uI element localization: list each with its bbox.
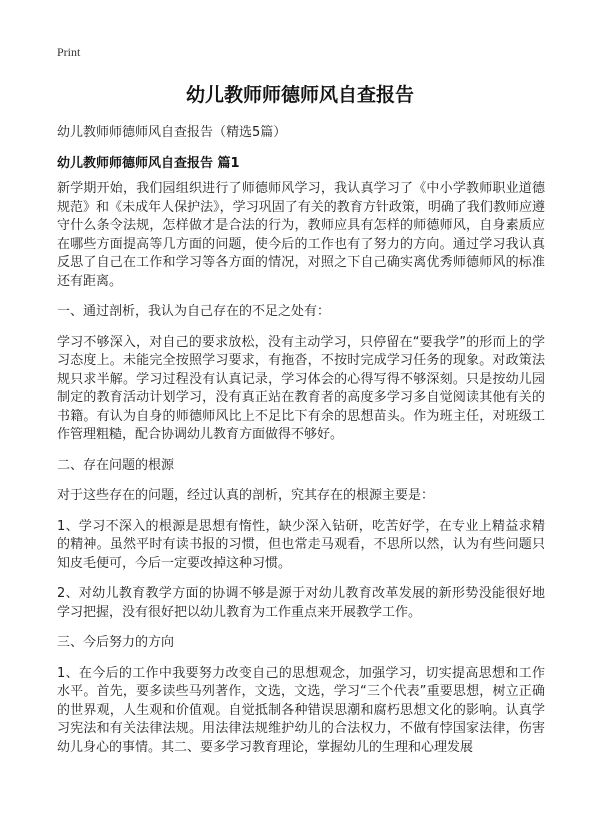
section-heading: 幼儿教师师德师风自查报告 篇1 (57, 156, 240, 171)
print-link[interactable]: Print (57, 45, 81, 59)
paragraph: 三、今后努力的方向 (57, 635, 175, 650)
paragraph: 1、学习不深入的根源是思想有惰性，缺少深入钻研，吃苦好学，在专业上精益求精的精神。虽然平时有读书报的习惯，但也常走马观看，不思所以然，认为有些问题只知皮毛便可，今后一定要改掉这种习惯。 (57, 518, 545, 571)
paragraph: 2、对幼儿教育教学方面的协调不够是源于对幼儿教育改革发展的新形势没能很好地学习把握，没有很好把以幼儿教育为工作重点来开展教学工作。 (57, 586, 545, 620)
document-subtitle: 幼儿教师师德师风自查报告（精选5篇） (57, 125, 287, 140)
paragraph: 学习不够深入，对自己的要求放松，没有主动学习，只停留在“要我学”的形而上的学习态度上。未能完全按照学习要求，有拖沓，不按时完成学习任务的现象。对政策法规只求半解。学习过程没有认真记录，学习体会的心得写得不够深刻。只是按幼儿园制定的教育活动计划学习，没有真正站在教育者的高度多学习多自觉阅读其他有关的书籍。有认为自身的师德师风比上不足比下有余的思想苗头。作为班主任，对班级工作管理粗糙，配合协调幼儿教育方面做得不够好。 (57, 334, 545, 442)
document-body (57, 180, 545, 769)
paragraph: 二、存在问题的根源 (57, 457, 175, 473)
paragraph: 新学期开始，我们园组织进行了师德师风学习，我认真学习了《中小学教师职业道德规范》和《未成年人保护法》，学习巩固了有关的教育方针政策，明确了我们教师应遵守什么条令法规，怎样做才是合法的行为，教师应具有怎样的师德师风，自身素质应在哪些方面提高等几方面的问题，使今后的工作也有了努力的方向。通过学习我认真反思了自己在工作和学习等各方面的情况，对照之下自己确实离优秀师德师风的标准还有距离。 (57, 181, 545, 289)
page-title: 幼儿教师师德师风自查报告 (185, 84, 414, 106)
paragraph: 一、通过剖析，我认为自己存在的不足之处有： (57, 304, 331, 319)
paragraph: 1、在今后的工作中我要努力改变自己的思想观念，加强学习，切实提高思想和工作水平。首先，要多读些马列著作，文选，文选，学习“三个代表”重要思想，树立正确的世界观，人生观和价值观。自觉抵制各种错误思潮和腐朽思想文化的影响。认真学习宪法和有关法律法规。用法律法规维护幼儿的合法权力，不做有悖国家法律，伤害幼儿身心的事情。其二、要多学习教育理论，掌握幼儿的生理和心理发展 (57, 665, 545, 755)
paragraph: 对于这些存在的问题，经过认真的剖析，究其存在的根源主要是： (57, 488, 435, 503)
